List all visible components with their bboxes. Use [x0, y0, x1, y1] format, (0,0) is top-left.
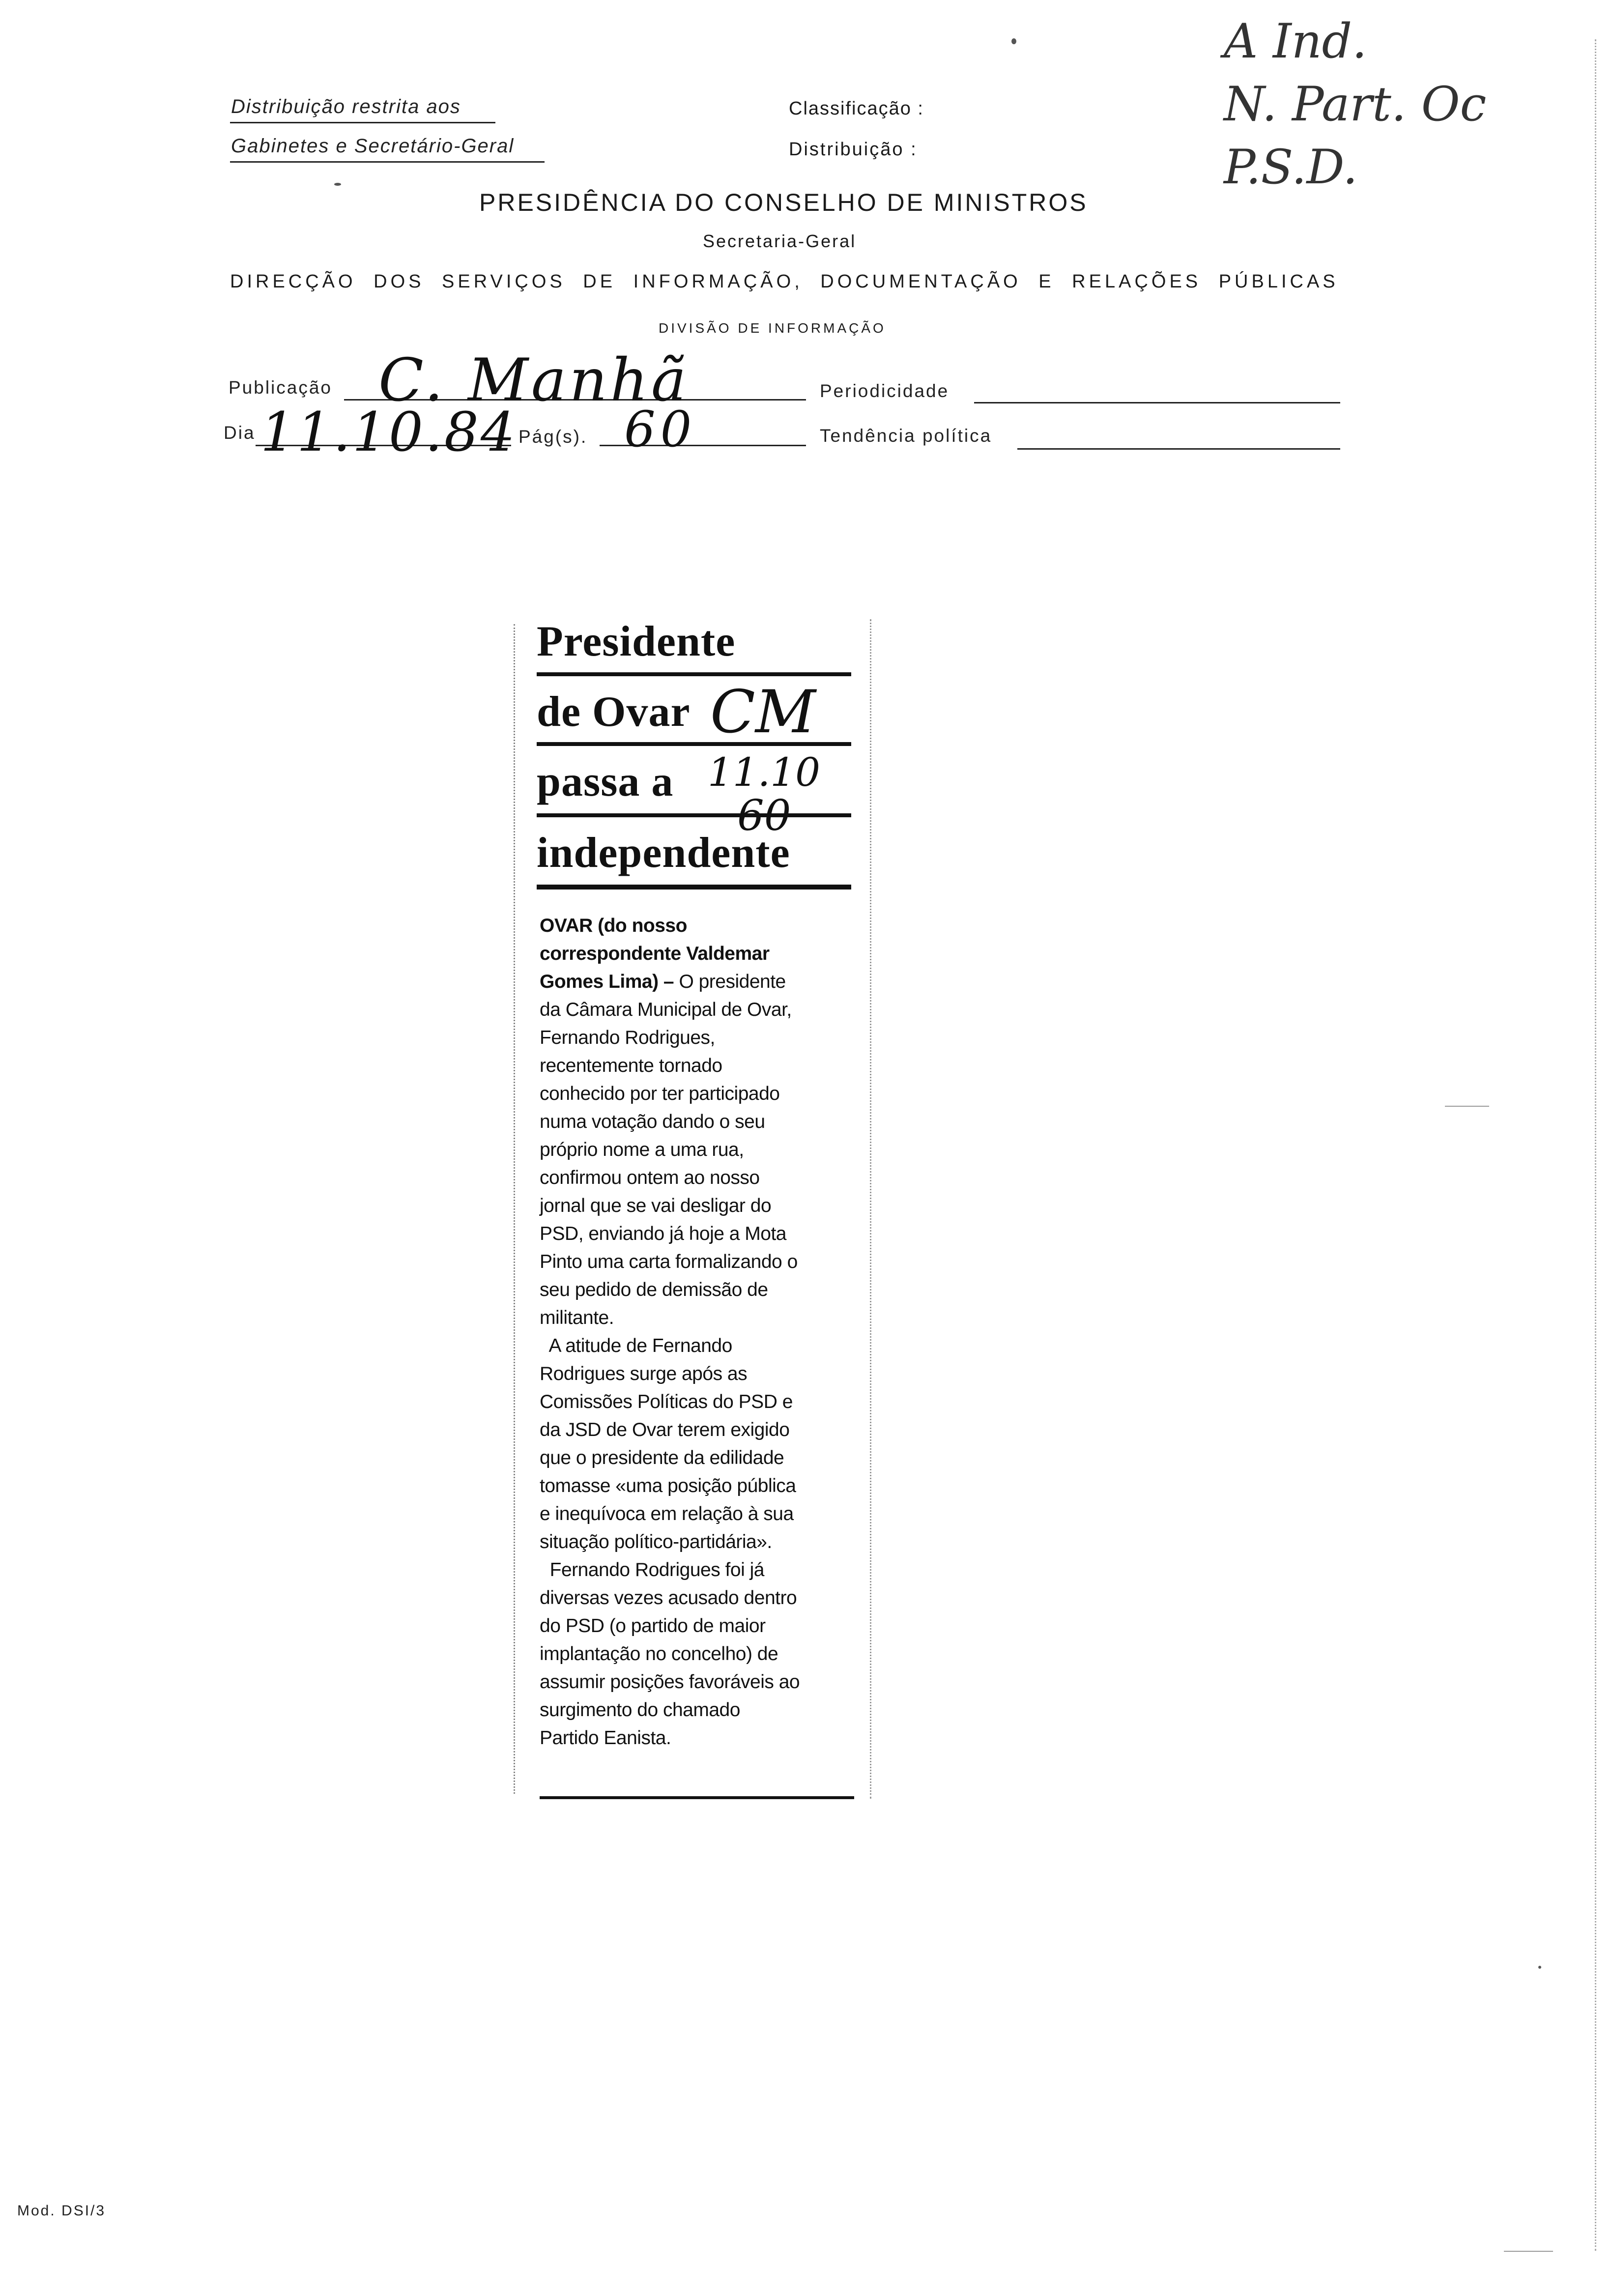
- division-heading: DIVISÃO DE INFORMAÇÃO: [659, 320, 886, 336]
- distribution-label: Distribuição :: [789, 139, 918, 160]
- directorate-heading: DIRECÇÃO DOS SERVIÇOS DE INFORMAÇÃO, DOCUMENTAÇÃO E RELAÇÕES PÚBLICAS: [230, 271, 1339, 292]
- classification-label: Classificação :: [789, 98, 924, 119]
- clipping-edge-left: [514, 624, 516, 1794]
- scan-speck: [1445, 1106, 1489, 1107]
- clipping-handwritten-date: 11.10: [708, 749, 821, 795]
- scan-speck: [1011, 38, 1016, 44]
- restriction-underline-2: [230, 161, 545, 163]
- article-lead: OVAR (do nosso correspondente Valdemar Gomes Lima) –: [540, 915, 770, 992]
- article-paragraph-3: Fernando Rodrigues foi já diversas vezes acusado dentro do PSD (o partido de maior implantação no concelho) de assumir posições favoráveis ao surgimento do chamado Partido Eanista.: [540, 1559, 800, 1749]
- article-paragraph-2: A atitude de Fernando Rodrigues surge após as Comissões Políticas do PSD e da JSD de Ovar terem exigido que o presidente da edilidade tomasse «uma posição pública e inequívoca em relação à sua situação político-partidária».: [540, 1335, 796, 1552]
- headline-rule: [537, 813, 851, 817]
- form-code: Mod. DSI/3: [17, 2203, 106, 2219]
- clipping-edge-right: [870, 619, 872, 1799]
- periodicity-label: Periodicidade: [820, 381, 950, 401]
- publication-label: Publicação: [229, 377, 333, 398]
- headline-line-3: passa a: [537, 758, 674, 805]
- pages-label: Pág(s).: [518, 427, 588, 447]
- scan-speck: [1504, 2251, 1553, 2252]
- restriction-line-1: Distribuição restrita aos: [231, 96, 461, 117]
- pages-handwritten-value: 60: [624, 401, 697, 458]
- headline-line-1: Presidente: [537, 618, 736, 665]
- headline-line-4: independente: [537, 829, 790, 877]
- periodicity-line: [974, 402, 1340, 403]
- article-end-rule: [540, 1796, 854, 1799]
- page-subtitle: Secretaria-Geral: [703, 231, 857, 251]
- clipping-handwritten-page: 60: [737, 791, 791, 840]
- restriction-underline-1: [230, 122, 495, 123]
- scan-speck: [334, 183, 341, 186]
- headline-rule: [537, 885, 851, 890]
- publication-handwritten-value: C. Manhã: [378, 346, 690, 415]
- tendency-line: [1017, 448, 1340, 450]
- scan-speck: [1538, 1966, 1541, 1969]
- page-title: PRESIDÊNCIA DO CONSELHO DE MINISTROS: [479, 189, 1088, 216]
- day-label: Dia: [224, 423, 256, 443]
- scan-edge: [1595, 39, 1598, 2251]
- headline-line-2: de Ovar: [537, 688, 691, 736]
- article-paragraph-1: O presidente da Câmara Municipal de Ovar, Fernando Rodrigues, recentemente tornado conhecido por ter participado numa votação dando o seu próprio nome a uma rua, confirmou ontem ao nosso jornal que se vai desligar do PSD, enviando já hoje a Mota Pinto uma carta formalizando o seu pedido de demissão de militante.: [540, 971, 798, 1328]
- restriction-line-2: Gabinetes e Secretário-Geral: [231, 135, 515, 157]
- tendency-label: Tendência política: [820, 426, 992, 446]
- clipping-handwritten-source: CM: [710, 678, 816, 746]
- headline-rule: [537, 672, 851, 676]
- handwritten-margin-notes: A Ind. N. Part. Oc P.S.D.: [1224, 14, 1487, 195]
- day-handwritten-value: 11.10.84: [260, 401, 517, 463]
- article-body: [540, 912, 854, 1752]
